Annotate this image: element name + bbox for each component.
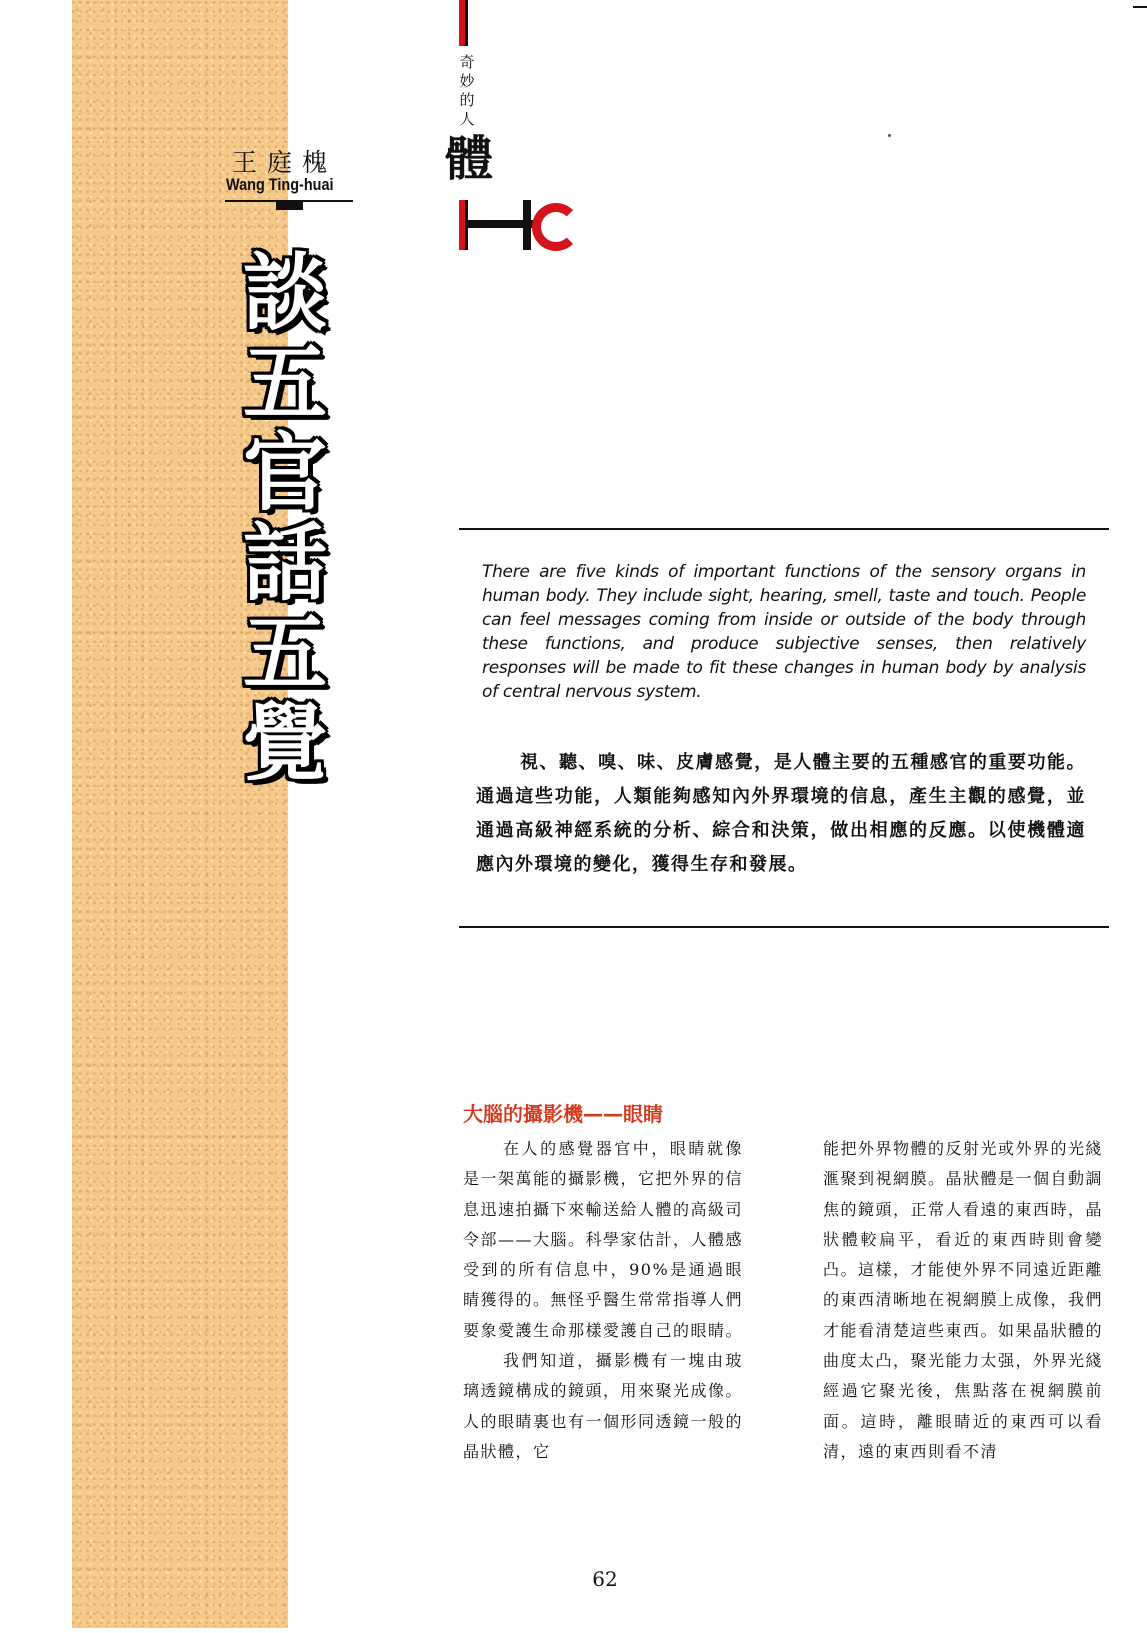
page-number: 62 [592,1567,618,1591]
body-paragraph: 在人的感覺器官中，眼睛就像是一架萬能的攝影機，它把外界的信息迅速拍攝下來輸送給人體的高級司令部——大腦。科學家估計，人體感受到的所有信息中，90%是通過眼睛獲得的。無怪乎醫生常常指導人們要象愛護生命那樣愛護自己的眼睛。 [463,1139,744,1340]
title-char: 五 [242,334,327,432]
author-underline-tab [276,202,303,210]
abstract-bottom-rule [459,926,1109,928]
author-name-english: Wang Ting-huai [226,175,334,194]
article-title [230,244,340,792]
title-char: 五 [242,604,327,702]
abstract-chinese: 視、聽、嗅、味、皮膚感覺，是人體主要的五種感官的重要功能。通過這些功能，人類能夠感知內外界環境的信息，產生主觀的感覺，並通過高級神經系統的分析、綜合和決策，做出相應的反應。以使機體適應內外環境的變化，獲得生存和發展。 [476,752,1086,875]
column-logo-c-mark [532,203,580,251]
title-char: 官 [242,424,327,522]
column-marker-bar-shadow [465,0,468,46]
title-char: 話 [242,514,327,612]
crop-mark [1133,6,1147,8]
body-paragraph: 能把外界物體的反射光或外界的光綫滙聚到視網膜。晶狀體是一個自動調焦的鏡頭，正常人看遠的東西時，晶狀體較扁平，看近的東西時則會變凸。這樣，才能使外界不同遠近距離的東西清晰地在視網膜上成像，我們才能看清楚這些東西。如果晶狀體的曲度太凸，聚光能力太强，外界光綫經過它聚光後，焦點落在視網膜前面。這時，離眼睛近的東西可以看清，遠的東西則看不清 [823,1139,1104,1461]
body-column-left [463,1134,743,1467]
print-speck [888,134,891,137]
title-char: 談 [242,244,327,342]
author-name-chinese: 王庭槐 [232,148,338,177]
body-paragraph: 我們知道，攝影機有一塊由玻璃透鏡構成的鏡頭，用來聚光成像。人的眼睛裏也有一個形同透鏡一般的晶狀體，它 [463,1351,744,1461]
column-logo-bar-right [523,200,531,250]
column-label-big: 體 [445,131,494,187]
title-char: 覺 [242,694,327,792]
abstract-english: There are five kinds of important functions of the sensory organs in human body. They include sight, hearing, smell, taste and touch. People can feel messages coming from inside or outside of the body through these functions, and produce subjective senses, then relatively responses will be made to fit these changes in human body by analysis of central nervous system. [482,562,1086,702]
body-column-right [823,1134,1103,1467]
section-heading: 大腦的攝影機——眼睛 [463,1102,663,1126]
column-label-vertical: 奇 妙 的 人 [459,53,475,128]
abstract-top-rule [459,528,1109,530]
